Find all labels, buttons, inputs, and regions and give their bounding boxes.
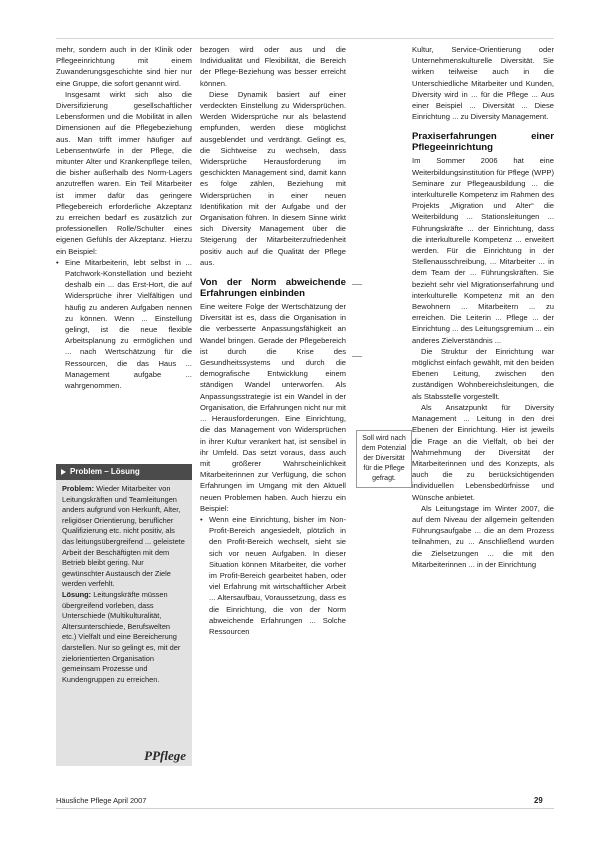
paragraph: Diese Dynamik basiert auf einer verdeckten Einstellung zu Widersprüchen. Werden Widersprüche nur als belastend empfunden, werden diese möglichst ausgeblendet und verdrängt. Gelingt es, die Sichtweise zu wechseln, dass Widersprüche Herausforderung im geschickten Management sind, damit kann es folge zählen, Beziehung mit Widersprüchen in einer neuen Identifikation mit der Aufgabe und der Organisation führen. In diesem Sinne wirkt sich Diversity Management über die Steigerung der Mitarbeiterzufriedenheit positiv auch auf die Qualität der Pflege aus.	[200, 89, 346, 267]
section-heading: Von der Norm abweichende Erfahrungen einbinden	[200, 277, 346, 300]
paragraph: Im Sommer 2006 hat eine Weiterbildungsinstitution für Pflege (WPP) Seminare zur Pflegeausbildung ... die interkulturelle Kompetenz im Rahmen des Projekts „Migration und Alter“ die Weiterbildung ... Stationsleitungen ... Führungskräfte ... der Einrichtung, dass die interkulturelle Kompetenz ... erweitert werden. Für die Einrichtung in der Stellenausschreibung, ... Mitarbeiter ... in dem Team der ... Führungskräften. Sie bezieht sehr viel Migrationserfahrung und interkulturelle Kompetenz mit an den Bewohnern ... Mitarbeitern ... zu erreichen. Die Leiterin ... Pflege ... der Einrichtung ... des Leitungsgremium ... ein anderes Zielverständnis ...	[412, 156, 554, 345]
box-header	[56, 464, 192, 480]
column-right	[412, 44, 554, 570]
box-problem	[62, 484, 186, 590]
paragraph: Insgesamt wirkt sich also die Diversifizierung gesellschaftlicher Lebensformen und die Mobilität in allen Dimensionen auf die Pflegebeziehung aus. Man trifft immer häufiger auf Lebensentwürfe in der Pflege, die mitunter Alter und Krankenpflege teilen, die bisher außerhalb des Norm-Lagers anzutreffen waren. Ein Teil Mitarbeiter ist immer dafür das geringere Pflegebereich erforderliche Akzeptanz zu erreichen bedarf es zusätzlich zur professionellen Rolle/Schulter eines eigenen Gefühls der Akzeptanz. Hierzu ein Beispiel:	[56, 89, 192, 256]
solution-text: Leitungskräfte müssen übergreifend vorleben, dass Unterschiede (Multikulturalität, Altersunterschiede, Berufswelten etc.) Vielfalt und eine Bereicherung darstellen. Nur so gelingt es, mit der zielorientierten Organisation gemeinsam Prozesse und Kundengruppen zu erreichen.	[62, 589, 181, 684]
margin-tick	[352, 356, 362, 357]
paragraph: Eine weitere Folge der Wertschätzung der Diversität ist es, dass die Organisation in die verbesserte Anpassungsfähigkeit an Wandel bringen. Gerade der Pflegebereich ist durch die Krise des Gesundheitssystems und durch die demografische Entwicklung einem ständigen Wandel unterworfen. Als Anpassungsstrategie ist ein Wandel in der Organisation, die Erfahrungen nicht nur mit ... Herausforderungen. Eine Einrichtung, die das Management von Widersprüchen in ihrer Kultur verankert hat, ist sensibel in ihr Umfeld. Das setzt voraus, dass auch mit größerer Wahrscheinlichkeit Mitarbeiterinnen zur Verfügung, die schon Erfahrungen im Umgang mit den Aktuell neuen Problemen haben. Auch hierzu ein Beispiel:	[200, 302, 346, 513]
journal-logo: PPflege	[144, 748, 186, 763]
solution-label: Lösung:	[62, 589, 92, 599]
paragraph: Als Ansatzpunkt für Diversity Management ... Leitung in den drei Ebenen der Einrichtung. Hier ist jeweils die Frage an die Vielfalt, ob bei der Wahrnehmung der Diversität der Mitarbeiterinnen und des Konzepts, als auch die zu berücksichtigenden individuellen Lebensbedürfnisse und Wünsche anbietet.	[412, 402, 554, 502]
paragraph: Die Struktur der Einrichtung war möglichst einfach gewählt, mit den beiden Ebenen Leitung, zwischen den zuständigen Wohnbereichsleitungen, die als Stabsstelle vorgestellt.	[412, 346, 554, 401]
top-rule	[56, 38, 554, 39]
column-middle	[200, 44, 346, 637]
paragraph: Kultur, Service-Orientierung oder Unternehmenskulturelle Diversität. Sie wirken teilweise auch in die Unterschiedliche Mitarbeiter und Kunden, Diversity wird in ... für die Pflege ... Aus einer Beispiel ... Diversität ... Diese Einrichtung ... zu Diversity Management.	[412, 45, 554, 122]
box-solution	[62, 590, 186, 685]
paragraph: bezogen wird oder aus und die Individualität und Flexibilität, die Bereich der Pflege-Beziehung was besser erreicht können.	[200, 45, 346, 88]
margin-tick	[352, 284, 362, 285]
page-number: 29	[534, 796, 543, 805]
column-left	[56, 44, 192, 391]
triangle-right-icon	[61, 469, 66, 475]
problem-label: Problem:	[62, 484, 95, 493]
section-heading: Praxiserfahrungen einer Pflegeeinrichtung	[412, 131, 554, 154]
bullet-item: • Wenn eine Einrichtung, bisher im Non-Profit-Bereich angesiedelt, plötzlich in den Profit-Bereich wechselt, sieht sie sich vor neuen Aufgaben. In dieser Situation können Mitarbeiter, die vorher im Profit-Bereich gearbeitet haben, oder viel Erfahrung mit wirtschaftlicher Arbeit ... Altersaufbau, Voraussetzung, dass es die Einrichtung, die von der Norm abweichende Erfahrungen ... Solche Ressourcen	[200, 514, 346, 637]
box-body	[56, 480, 192, 685]
paragraph: mehr, sondern auch in der Klinik oder Pflegeeinrichtung mit einem Zuwanderungsgeschichte sind hier nur eine Gruppe, die sofort genannt wird.	[56, 45, 192, 88]
box-header-label: Problem – Lösung	[70, 467, 140, 476]
problem-text: Wieder Mitarbeiter von Leitungskräften und Teamleitungen anders aufgrund von Herkunft, Alter, religiöser Orientierung, beruflicher Qualifizierung etc. nicht positiv, als das leitungsübergreifend ... geleistete Arbeit der Beschäftigten mit dem Betrieb bleibt gering. Nur gewünschter Austausch der Ziele werden verfehlt.	[62, 484, 185, 589]
margin-note: Soll wird nach dem Potenzial der Diversität für die Pflege gefragt.	[356, 430, 412, 488]
bullet-item: • Eine Mitarbeiterin, lebt selbst in ... Patchwork-Konstellation und bezieht deshalb ein ... das Erst-Hort, die auf Widersprüche ihrer Vielfältigen und häufig zu anderen Aufgaben nennen zu können. Wenn ... Einstellung gelingt, ist die neue flexible Arbeitsplanung zu ermöglichen und ... nach Wertschätzung für die Ressourcen, die das Haus ... Management aufgabe ... wahrgenommen.	[56, 257, 192, 391]
footer-rule	[56, 808, 554, 809]
problem-solution-box	[56, 464, 192, 766]
paragraph: Als Leitungstage im Winter 2007, die auf dem Niveau der allgemein geltenden Führungsaufgabe ... die an dem Prozess teilnahmen, zu ... Anschließend wurden die Zielsetzungen ... die mit den Mitarbeiterinnen ... in der Einrichtung	[412, 503, 554, 569]
journal-footer: Häusliche Pflege April 2007	[56, 796, 147, 805]
